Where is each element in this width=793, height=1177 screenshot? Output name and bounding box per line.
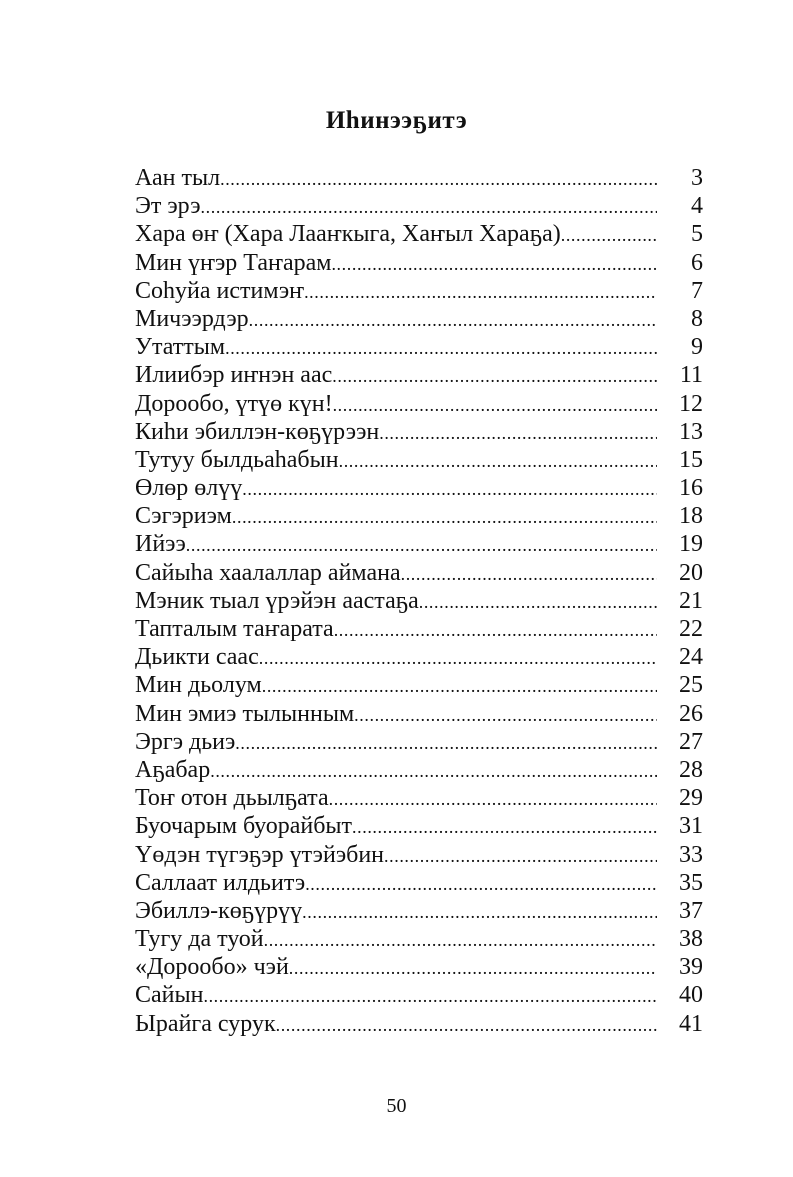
toc-entry-title: Дьикти саас (135, 644, 259, 671)
dot-leader (304, 278, 657, 305)
toc-entry-page: 19 (679, 531, 703, 558)
toc-entry (135, 728, 707, 756)
dot-leader (264, 926, 657, 953)
dot-leader (384, 842, 657, 869)
dot-leader (339, 447, 657, 474)
dot-leader (354, 701, 657, 728)
toc-entry-title: Тугу да туой (135, 926, 264, 953)
toc-entry (135, 925, 707, 953)
dot-leader (329, 785, 657, 812)
toc-entry (135, 841, 707, 869)
dot-leader (225, 334, 657, 361)
toc-entry-page: 41 (679, 1010, 703, 1037)
dot-leader (561, 221, 657, 248)
dot-leader (419, 588, 657, 615)
toc-entry-page: 6 (691, 249, 703, 276)
toc-entry-page: 18 (679, 503, 703, 530)
toc-entry-title: Соһуйа истимэҥ (135, 277, 305, 304)
dot-leader (289, 954, 657, 981)
toc-entry (135, 559, 707, 587)
toc-entry-page: 25 (679, 672, 703, 699)
toc-entry-title: Мин эмиэ тылынным (135, 700, 355, 727)
toc-entry-page: 27 (679, 728, 703, 755)
toc-entry-title: Буочарым буорайбыт (135, 813, 353, 840)
toc-entry (135, 277, 707, 305)
toc-entry-page: 21 (679, 587, 703, 614)
toc-entry-page: 40 (679, 982, 703, 1009)
toc-entry (135, 981, 707, 1009)
dot-leader (334, 616, 657, 643)
dot-leader (262, 672, 657, 699)
toc-entry-title: «Дорообо» чэй (135, 954, 289, 981)
toc-entry-page: 16 (679, 475, 703, 502)
toc-entry (135, 530, 707, 558)
toc-entry (135, 812, 707, 840)
dot-leader (203, 982, 657, 1009)
page-title: Иһинээҕитэ (325, 107, 468, 134)
toc-entry-page: 3 (691, 165, 703, 191)
dot-leader (259, 644, 657, 671)
dot-leader (249, 306, 657, 333)
toc-entry (135, 164, 707, 192)
toc-entry-page: 35 (679, 869, 703, 896)
dot-leader (186, 531, 657, 558)
toc-entry-page: 31 (679, 813, 703, 840)
toc-entry (135, 897, 707, 925)
dot-leader (401, 560, 657, 587)
toc-entry-title: Утаттым (135, 334, 226, 361)
dot-leader (232, 503, 657, 530)
toc-entry-title: Өлөр өлүү (135, 475, 243, 502)
dot-leader (305, 870, 657, 897)
toc-entry (135, 953, 707, 981)
dot-leader (210, 757, 657, 784)
toc-entry-title: Эргэ дьиэ (135, 728, 236, 755)
toc-entry-title: Дорообо, үтүө күн! (135, 390, 333, 417)
toc-entry (135, 390, 707, 418)
dot-leader (352, 813, 657, 840)
toc-entry (135, 502, 707, 530)
toc-entry (135, 361, 707, 389)
toc-entry-title: Аан тыл (135, 165, 221, 191)
toc-entry (135, 474, 707, 502)
toc-entry (135, 446, 707, 474)
toc-entry-title: Ийээ (135, 531, 186, 558)
toc-entry-page: 13 (679, 418, 703, 445)
toc-entry-title: Илиибэр иҥнэн аас (135, 362, 333, 389)
toc-entry-page: 9 (691, 334, 703, 361)
toc-entry-title: Мин үҥэр Таҥарам (135, 249, 332, 276)
toc-entry-page: 5 (691, 221, 703, 248)
toc-entry-page: 15 (679, 446, 703, 473)
toc-entry-title: Сэгэриэм (135, 503, 232, 530)
toc-entry-page: 29 (679, 785, 703, 812)
toc-entry-title: Үөдэн түгэҕэр үтэйэбин (135, 841, 385, 868)
toc-entry-title: Сайыһа хаалаллар аймана (135, 559, 401, 586)
toc-entry (135, 192, 707, 220)
dot-leader (235, 729, 657, 756)
toc-entry-title: Эбиллэ-көҕүрүү (135, 897, 303, 924)
toc-entry (135, 1010, 707, 1038)
toc-entry-title: Ырайга сурук (135, 1010, 276, 1037)
toc-entry-title: Сайын (135, 982, 204, 1009)
toc-entry (135, 615, 707, 643)
toc-entry (135, 587, 707, 615)
dot-leader (302, 898, 657, 925)
toc-entry-title: Мэник тыал үрэйэн аастаҕа (135, 587, 419, 614)
toc-entry (135, 249, 707, 277)
toc-entry (135, 418, 707, 446)
toc-entry-page: 26 (679, 700, 703, 727)
dot-leader (379, 419, 657, 446)
toc-entry-title: Хара өҥ (Хара Лааҥкыга, Хаҥыл Хараҕа) (135, 221, 561, 248)
toc-entry-title: Саллаат илдьитэ (135, 869, 306, 896)
toc-entry (135, 643, 707, 671)
toc-entry-page: 24 (679, 644, 703, 671)
dot-leader (201, 193, 657, 220)
toc-entry-title: Мин дьолум (135, 672, 262, 699)
toc-entry-page: 22 (679, 616, 703, 642)
toc-entry-title: Киһи эбиллэн-көҕүрээн (135, 418, 380, 445)
toc-entry (135, 756, 707, 784)
toc-entry-title: Тапталым таҥарата (135, 616, 334, 642)
dot-leader (242, 475, 657, 502)
table-of-contents (135, 164, 707, 1038)
page-number: 50 (386, 1095, 407, 1117)
toc-entry-page: 37 (679, 897, 703, 924)
toc-entry-page: 39 (679, 954, 703, 981)
toc-entry-page: 7 (691, 277, 703, 304)
dot-leader (333, 391, 657, 418)
toc-entry (135, 305, 707, 333)
toc-entry-page: 11 (679, 362, 703, 389)
toc-entry-title: Тутуу былдьаһабын (135, 446, 339, 473)
toc-entry (135, 671, 707, 699)
toc-entry (135, 784, 707, 812)
toc-entry (135, 869, 707, 897)
dot-leader (276, 1011, 657, 1038)
toc-entry-title: Тоҥ отон дьылҕата (135, 785, 329, 812)
toc-entry (135, 700, 707, 728)
toc-entry-page: 33 (679, 841, 703, 868)
toc-entry-page: 20 (679, 559, 703, 586)
toc-entry-page: 8 (691, 305, 703, 332)
dot-leader (220, 165, 657, 192)
toc-entry-page: 4 (691, 193, 703, 220)
toc-entry-page: 38 (679, 926, 703, 953)
toc-entry-title: Аҕабар (135, 756, 211, 783)
dot-leader (331, 250, 657, 277)
dot-leader (332, 362, 657, 389)
toc-entry-title: Мичээрдэр (135, 305, 249, 332)
toc-entry-title: Эт эрэ (135, 193, 201, 220)
toc-entry-page: 28 (679, 756, 703, 783)
toc-entry-page: 12 (679, 390, 703, 417)
toc-entry (135, 333, 707, 361)
toc-entry (135, 220, 707, 248)
